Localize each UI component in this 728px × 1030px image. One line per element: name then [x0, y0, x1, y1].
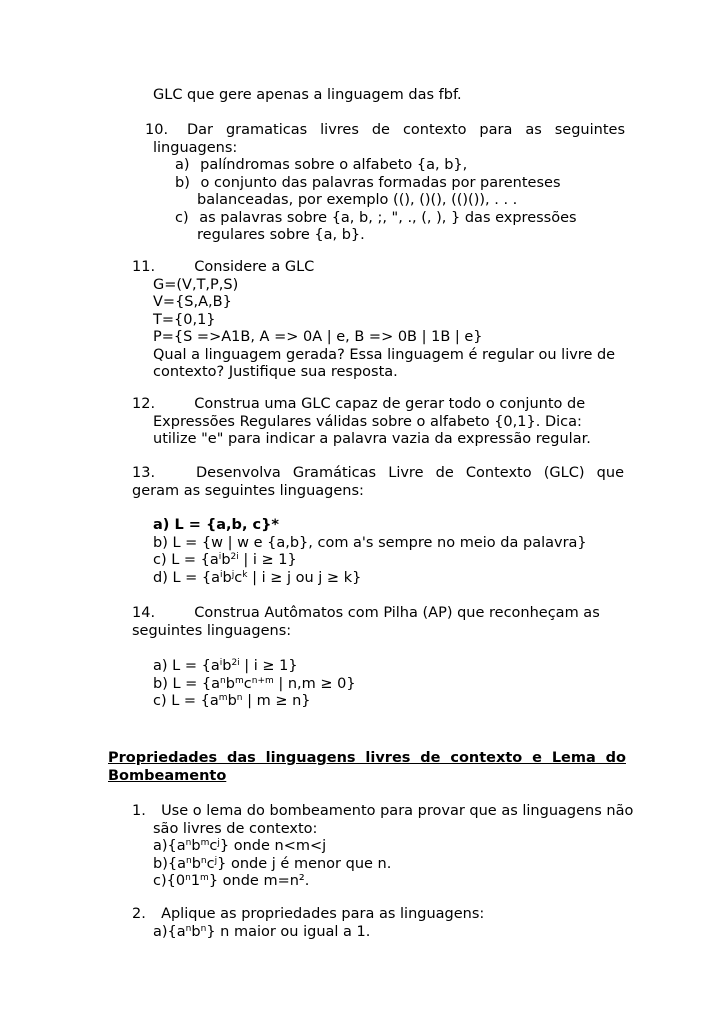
question-14-line1: Construa Autômatos com Pilha (AP) que reconheçam as [194, 605, 600, 621]
section-title-line1: Propriedades das linguagens livres de contexto e Lema do [108, 750, 626, 766]
question-13-item-a: a) L = {a,b, c}* [153, 517, 279, 533]
question-12-line2: Expressões Regulares válidas sobre o alfabeto {0,1}. Dica: [153, 413, 582, 430]
section-item-2-a: $a)\{a^nb^n\}$ n maior ou igual a 1. [153, 923, 371, 940]
item-a-text: palíndromas sobre o alfabeto {a, b}, [200, 157, 468, 173]
question-14-line2: seguintes linguagens: [132, 622, 292, 639]
question-13 [132, 465, 624, 500]
section-item-1 [132, 803, 633, 891]
question-14-number: 14. [132, 605, 156, 621]
question-13-line1: Desenvolva Gramáticas Livre de Contexto (GLC) que [196, 465, 624, 481]
section-item-2 [132, 906, 484, 941]
section-item-1-body [153, 821, 633, 891]
question-13-item-d: d) $L = \{a^ib^jc^k$ | i ≥ j ou j ≥ k} [153, 569, 362, 586]
question-10-item-c-cont: regulares sobre {a, b}. [197, 227, 365, 243]
section-heading [108, 750, 626, 785]
question-14-item-a: a) $L = \{a^ib^{2i}$ | i ≥ 1} [153, 658, 298, 674]
question-13-item-b: b) L = {w | w e {a,b}, com a's sempre no meio da palavra} [153, 534, 587, 551]
section-item-1-c: c){0$^n$1$^m$} onde m=n². [153, 873, 310, 889]
intro-line [153, 87, 462, 105]
question-14-items [153, 658, 356, 711]
section-item-1-a: $a)\{a^nb^mc^j\}$ onde n<m<j [153, 838, 327, 854]
question-11-line: G=(V,T,P,S) [153, 276, 239, 293]
question-12 [132, 396, 591, 449]
section-item-1-number: 1. [132, 803, 146, 819]
section-title-line2: Bombeamento [108, 767, 227, 784]
item-c-text: as palavras sobre {a, b, ;, ", ., (, ), } das expressões [199, 209, 577, 226]
question-10-line2: linguagens: [153, 139, 238, 156]
section-item-1-line1: Use o lema do bombeamento para provar que as linguagens não [161, 803, 634, 819]
section-item-1-line2: são livres de contexto: [153, 820, 318, 837]
question-11-line: Qual a linguagem gerada? Essa linguagem é regular ou livre de [153, 346, 616, 363]
item-a-label: a) [175, 157, 190, 173]
question-12-number: 12. [132, 396, 156, 412]
question-11-body [153, 277, 615, 382]
intro-text: GLC que gere apenas a linguagem das fbf. [153, 87, 462, 103]
question-12-line1: Construa uma GLC capaz de gerar todo o conjunto de [194, 396, 586, 412]
question-11-head: Considere a GLC [194, 259, 315, 275]
question-11-line: P={S =>A1B, A => 0A | e, B => 0B | 1B | e} [153, 329, 483, 345]
question-10-number: 10. [145, 122, 169, 138]
question-10-item-a [175, 157, 625, 175]
question-11-line: T={0,1} [153, 311, 216, 328]
question-14-item-b: b) $L = \{a^nb^mc^{n+m}$ | n,m ≥ 0} [153, 675, 356, 692]
question-13-line2: geram as seguintes linguagens: [132, 482, 364, 499]
section-item-2-number: 2. [132, 906, 146, 922]
question-10 [145, 122, 625, 245]
question-13-items [153, 517, 587, 587]
item-b-label: b) [175, 174, 190, 191]
question-10-item-b [175, 175, 625, 193]
question-13-number: 13. [132, 465, 156, 481]
question-14-item-c: c) $L = \{a^mb^n$ | m ≥ n} [153, 693, 311, 709]
item-c-label: c) [175, 209, 189, 226]
question-11-line: V={S,A,B} [153, 294, 232, 310]
question-10-item-c [175, 210, 625, 228]
item-b-text: o conjunto das palavras formadas por parenteses [200, 174, 561, 191]
question-11 [132, 259, 615, 382]
section-item-2-line1: Aplique as propriedades para as linguagens: [161, 906, 485, 922]
question-11-line: contexto? Justifique sua resposta. [153, 364, 398, 380]
section-item-1-b: $b)\{a^nb^nc^j\}$ onde j é menor que n. [153, 855, 392, 872]
question-12-line3: utilize "e" para indicar a palavra vazia da expressão regular. [153, 431, 591, 447]
question-10-item-b-cont: balanceadas, por exemplo ((), ()(), (()()), . . . [197, 192, 518, 208]
question-14 [132, 605, 600, 640]
question-10-line1: Dar gramaticas livres de contexto para as seguintes [187, 122, 625, 138]
question-11-number: 11. [132, 259, 156, 275]
question-13-item-c: c) $L = \{a^ib^{2i}$ | i ≥ 1} [153, 552, 297, 568]
